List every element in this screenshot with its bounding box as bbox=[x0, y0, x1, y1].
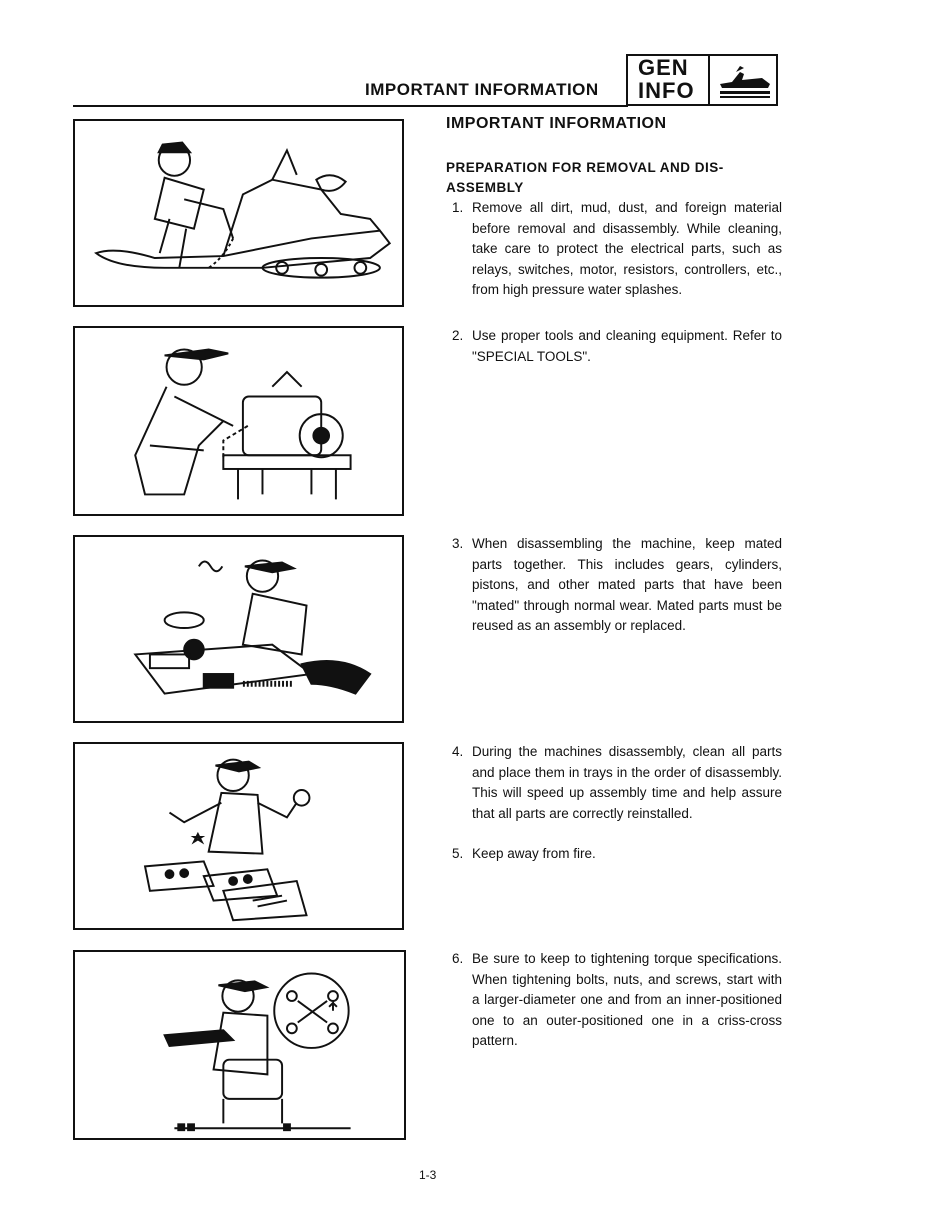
step-2 bbox=[452, 326, 782, 367]
illustration-tightening-torque bbox=[73, 950, 406, 1140]
step-text: When disassembling the machine, keep mated parts together. This includes gears, cylinders, pistons, and other mated parts that have been "mated" through normal wear. Mated parts must be reused as an assembly or replaced. bbox=[472, 536, 782, 633]
torque-criss-cross-illustration bbox=[75, 952, 404, 1138]
step-5 bbox=[452, 844, 782, 865]
step-text: Keep away from fire. bbox=[472, 846, 596, 861]
badge-line-2: INFO bbox=[638, 78, 695, 103]
mated-parts-illustration bbox=[75, 537, 402, 721]
step-number: 4. bbox=[452, 744, 464, 759]
badge-divider bbox=[708, 56, 710, 104]
section-title: IMPORTANT INFORMATION bbox=[446, 115, 667, 132]
page-number: 1-3 bbox=[419, 1168, 437, 1182]
step-number: 1. bbox=[452, 200, 464, 215]
step-6 bbox=[452, 949, 782, 1052]
step-number: 3. bbox=[452, 536, 464, 551]
step-4 bbox=[452, 742, 782, 824]
snowmobile-washing-illustration bbox=[75, 121, 402, 305]
snowmobile-icon bbox=[714, 58, 774, 102]
subsection-title: PREPARATION FOR REMOVAL AND DIS-ASSEMBLY bbox=[446, 160, 724, 195]
illustration-mated-parts bbox=[73, 535, 404, 723]
gen-info-badge bbox=[626, 54, 778, 106]
step-3 bbox=[452, 534, 782, 637]
illustration-parts-trays bbox=[73, 742, 404, 930]
step-number: 5. bbox=[452, 846, 464, 861]
step-1 bbox=[452, 198, 782, 301]
step-text: Be sure to keep to tightening torque specifications. When tightening bolts, nuts, and screws, start with a larger-diameter one and from an inner-positioned one to an outer-positioned one in a criss-cross pattern. bbox=[472, 951, 782, 1048]
badge-line-1: GEN bbox=[638, 55, 689, 80]
step-text: Use proper tools and cleaning equipment. Refer to "SPECIAL TOOLS". bbox=[472, 328, 782, 364]
page-header-title: IMPORTANT INFORMATION bbox=[365, 80, 599, 99]
parts-trays-illustration bbox=[75, 744, 402, 928]
step-number: 2. bbox=[452, 328, 464, 343]
illustration-cleaning-snowmobile bbox=[73, 119, 404, 307]
illustration-tools-equipment bbox=[73, 326, 404, 516]
step-text: During the machines disassembly, clean all parts and place them in trays in the order of disassembly. This will speed up assembly time and help assure that all parts are correctly reinstalled. bbox=[472, 744, 782, 821]
mechanic-engine-stand-illustration bbox=[75, 328, 402, 514]
badge-text bbox=[638, 56, 695, 102]
step-text: Remove all dirt, mud, dust, and foreign material before removal and disassembly. While cleaning, take care to protect the electrical parts, such as relays, switches, motor, resistors, controllers, etc., from high pressure water splashes. bbox=[472, 200, 782, 297]
header-rule bbox=[73, 105, 628, 107]
step-number: 6. bbox=[452, 951, 464, 966]
